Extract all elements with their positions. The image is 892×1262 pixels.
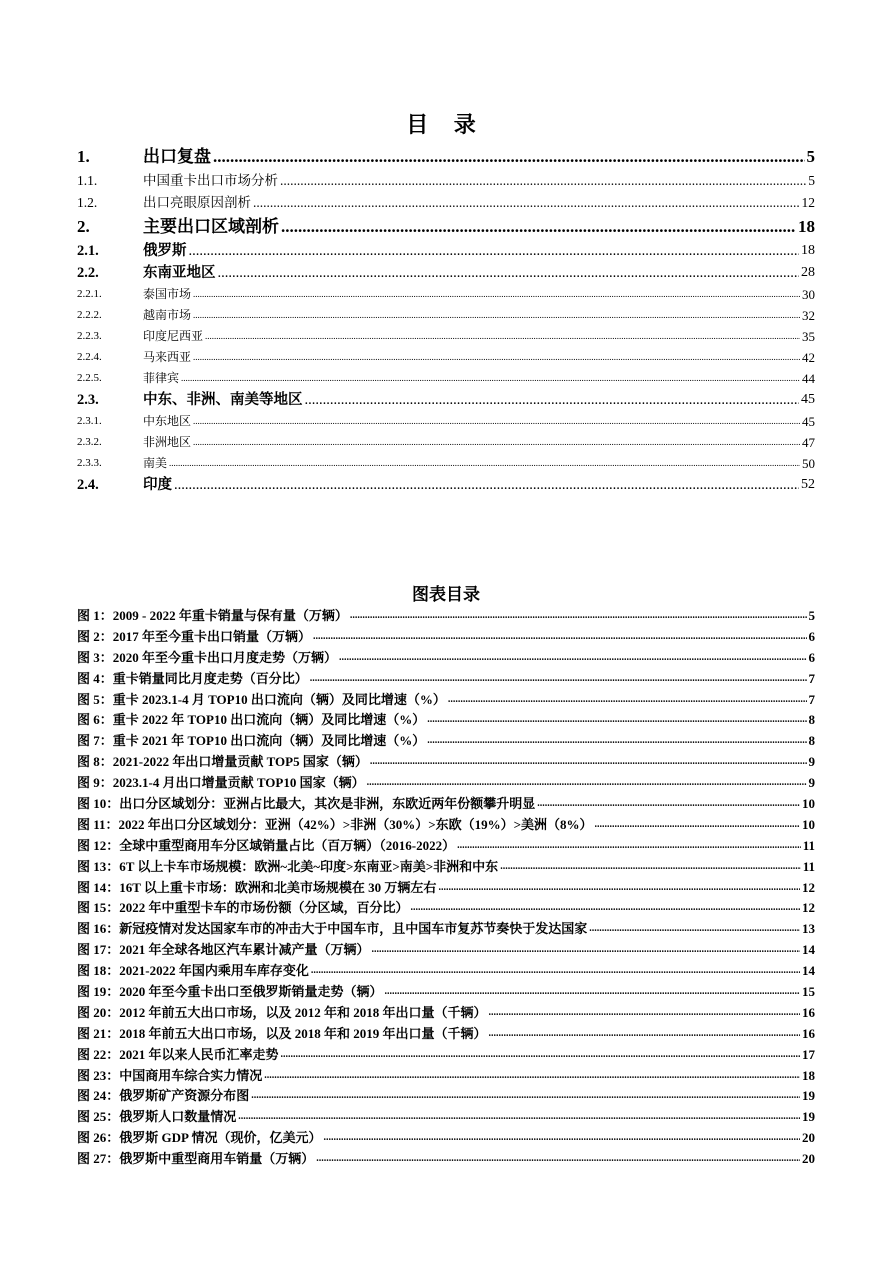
toc-entry[interactable] [77, 368, 815, 389]
figure-entry[interactable] [77, 627, 815, 648]
figure-label: 图 18：2021-2022 年国内乘用车库存变化 [77, 963, 309, 979]
table-of-contents [77, 144, 815, 496]
toc-page-number: 28 [801, 265, 815, 280]
toc-number: 2.3.1. [77, 415, 102, 427]
toc-title: 越南市场 [143, 308, 192, 322]
figure-leader-dots [310, 669, 807, 690]
figure-entry[interactable] [77, 690, 815, 711]
figure-label: 图 22：2021 年以来人民币汇率走势 [77, 1046, 279, 1062]
figure-page-number: 18 [802, 1067, 815, 1083]
figure-label: 图 17：2021 年全球各地区汽车累计减产量（万辆） [77, 942, 370, 958]
figure-entry[interactable] [77, 752, 815, 773]
figure-entry[interactable] [77, 606, 815, 627]
toc-entry[interactable] [77, 326, 815, 347]
toc-page-number: 45 [801, 392, 815, 407]
toc-leader-dots [193, 411, 800, 432]
toc-entry[interactable] [77, 284, 815, 305]
figure-entry[interactable] [77, 1128, 815, 1149]
toc-number: 1.2. [77, 195, 98, 210]
toc-leader-dots [189, 240, 800, 262]
figure-page-number: 5 [808, 607, 815, 623]
toc-number: 2.3.3. [77, 457, 102, 469]
toc-entry[interactable] [77, 453, 815, 474]
toc-title: 马来西亚 [143, 350, 192, 364]
figure-label: 图 5：重卡 2023.1-4 月 TOP10 出口流向（辆）及同比增速（%） [77, 691, 446, 707]
figure-leader-dots [489, 1003, 800, 1024]
figure-leader-dots [311, 961, 800, 982]
figure-page-number: 11 [802, 837, 815, 853]
figure-leader-dots [385, 982, 800, 1003]
figure-leader-dots [316, 1149, 800, 1170]
toc-leader-dots [280, 170, 806, 192]
figure-leader-dots [500, 857, 801, 878]
figure-page-number: 9 [808, 754, 815, 770]
figure-label: 图 26：俄罗斯 GDP 情况（现价，亿美元） [77, 1130, 322, 1146]
toc-leader-dots [193, 305, 800, 326]
figure-leader-dots [537, 794, 800, 815]
figure-page-number: 10 [802, 796, 815, 811]
figure-label: 图 16：新冠疫情对发达国家车市的冲击大于中国车市，且中国车市复苏节奏快于发达国家 [77, 921, 588, 937]
toc-entry[interactable] [77, 474, 815, 496]
toc-title: 中国重卡出口市场分析 [143, 173, 278, 188]
figure-page-number: 8 [808, 712, 815, 728]
toc-page-number: 18 [801, 243, 815, 258]
toc-leader-dots [181, 368, 800, 389]
figure-page-number: 15 [802, 984, 815, 1000]
toc-number: 2.2.4. [77, 351, 102, 363]
figure-leader-dots [427, 710, 806, 731]
toc-title: 主要出口区域剖析 [143, 217, 279, 236]
figure-leader-dots [350, 606, 807, 627]
figure-leader-dots [251, 1086, 800, 1107]
figure-label: 图 15：2022 年中重型卡车的市场份额（分区域，百分比） [77, 900, 409, 916]
figure-leader-dots [238, 1107, 800, 1128]
toc-title: 出口复盘 [143, 147, 211, 166]
figure-label: 图 23：中国商用车综合实力情况 [77, 1067, 263, 1083]
toc-title: 东南亚地区 [143, 265, 216, 281]
figure-page-number: 20 [802, 1151, 815, 1167]
toc-leader-dots [305, 389, 800, 411]
figure-page-number: 14 [802, 942, 815, 958]
toc-leader-dots [169, 453, 800, 474]
toc-title: 印度 [143, 477, 172, 493]
figure-leader-dots [367, 773, 807, 794]
figure-label: 图 10：出口分区域划分：亚洲占比最大，其次是非洲，东欧近两年份额攀升明显 [77, 796, 536, 811]
figure-page-number: 12 [802, 900, 815, 916]
figure-page-number: 16 [802, 1025, 815, 1041]
toc-number: 2.3.2. [77, 436, 102, 448]
toc-title: 印度尼西亚 [143, 329, 204, 343]
toc-number: 1.1. [77, 173, 98, 188]
figure-leader-dots [339, 648, 806, 669]
figure-label: 图 1：2009 - 2022 年重卡销量与保有量（万辆） [77, 607, 348, 623]
figure-page-number: 6 [808, 628, 815, 644]
toc-title: 泰国市场 [143, 287, 192, 301]
figure-label: 图 9：2023.1-4 月出口增量贡献 TOP10 国家（辆） [77, 775, 365, 791]
toc-page-number: 5 [806, 147, 815, 166]
figure-label: 图 7：重卡 2021 年 TOP10 出口流向（辆）及同比增速（%） [77, 733, 426, 749]
figure-entry[interactable] [77, 857, 815, 878]
toc-page-number: 32 [802, 308, 815, 323]
figure-label: 图 12：全球中重型商用车分区域销量占比（百万辆）（2016-2022） [77, 837, 456, 853]
figure-leader-dots [489, 1024, 800, 1045]
figure-page-number: 7 [808, 691, 815, 707]
figure-leader-dots [448, 690, 807, 711]
figure-label: 图 27：俄罗斯中重型商用车销量（万辆） [77, 1151, 315, 1167]
toc-leader-dots [213, 144, 805, 170]
figures-title: 图表目录 [412, 585, 480, 604]
figure-entry[interactable] [77, 961, 815, 982]
figure-label: 图 20：2012 年前五大出口市场，以及 2012 年和 2018 年出口量（千辆） [77, 1004, 487, 1020]
toc-title: 菲律宾 [143, 371, 180, 385]
toc-title: 中东地区 [143, 414, 192, 428]
toc-entry[interactable] [77, 432, 815, 453]
figure-leader-dots [323, 1128, 800, 1149]
toc-page-number: 45 [802, 414, 815, 429]
figure-page-number: 7 [808, 670, 815, 686]
figure-label: 图 19：2020 年至今重卡出口至俄罗斯销量走势（辆） [77, 984, 383, 1000]
toc-entry[interactable] [77, 411, 815, 432]
toc-number: 2.2.1. [77, 288, 102, 300]
figure-page-number: 19 [802, 1088, 815, 1104]
figure-entry[interactable] [77, 1045, 815, 1066]
toc-page-number: 52 [801, 477, 815, 492]
toc-title: 俄罗斯 [143, 243, 187, 259]
figure-leader-dots [372, 940, 800, 961]
figure-entry[interactable] [77, 898, 815, 919]
figure-leader-dots [281, 1045, 800, 1066]
figure-page-number: 9 [808, 775, 815, 791]
figure-entry[interactable] [77, 836, 815, 857]
figure-entry[interactable] [77, 1149, 815, 1170]
figure-page-number: 12 [802, 879, 815, 895]
figure-leader-dots [457, 836, 801, 857]
figure-entry[interactable] [77, 940, 815, 961]
toc-entry[interactable] [77, 144, 815, 170]
figure-entry[interactable] [77, 648, 815, 669]
toc-title: 非洲地区 [143, 435, 192, 449]
figure-label: 图 2：2017 年至今重卡出口销量（万辆） [77, 628, 312, 644]
toc-number: 2.4. [77, 477, 99, 493]
figure-label: 图 8：2021-2022 年出口增量贡献 TOP5 国家（辆） [77, 754, 368, 770]
toc-entry[interactable] [77, 305, 815, 326]
toc-number: 2.2. [77, 265, 99, 281]
figure-leader-dots [595, 815, 800, 836]
toc-page-number: 30 [802, 287, 815, 302]
toc-page-number: 44 [802, 371, 815, 386]
toc-leader-dots [281, 214, 796, 240]
figure-leader-dots [438, 878, 800, 899]
toc-entry[interactable] [77, 214, 815, 240]
figure-label: 图 3：2020 年至今重卡出口月度走势（万辆） [77, 649, 338, 665]
figure-label: 图 6：重卡 2022 年 TOP10 出口流向（辆）及同比增速（%） [77, 712, 426, 728]
toc-leader-dots [174, 474, 799, 496]
figure-page-number: 16 [802, 1004, 815, 1020]
figure-page-number: 8 [808, 733, 815, 749]
toc-page-number: 50 [802, 456, 815, 471]
figure-label: 图 13：6T 以上卡车市场规模：欧洲~北美~印度>东南亚>南美>非洲和中东 [77, 858, 499, 874]
figure-entry[interactable] [77, 669, 815, 690]
figure-page-number: 13 [802, 921, 815, 937]
figure-page-number: 6 [808, 649, 815, 665]
figure-label: 图 14：16T 以上重卡市场：欧洲和北美市场规模在 30 万辆左右 [77, 879, 437, 895]
toc-entry[interactable] [77, 240, 815, 262]
page-title: 目 录 [406, 112, 486, 137]
figure-entry[interactable] [77, 919, 815, 940]
figure-entry[interactable] [77, 710, 815, 731]
figure-entry[interactable] [77, 1003, 815, 1024]
toc-number: 2. [77, 217, 90, 236]
toc-number: 2.2.2. [77, 309, 102, 321]
list-of-figures [77, 606, 815, 1170]
toc-number: 1. [77, 147, 90, 166]
toc-entry[interactable] [77, 262, 815, 284]
toc-leader-dots [193, 347, 800, 368]
figure-leader-dots [589, 919, 800, 940]
toc-page-number: 18 [798, 217, 815, 236]
figure-leader-dots [411, 898, 800, 919]
figure-label: 图 21：2018 年前五大出口市场，以及 2018 年和 2019 年出口量（千辆） [77, 1025, 487, 1041]
toc-title: 出口亮眼原因剖析 [143, 195, 251, 210]
figure-label: 图 25：俄罗斯人口数量情况 [77, 1109, 237, 1125]
figure-page-number: 11 [802, 858, 815, 874]
toc-page-number: 42 [802, 350, 815, 365]
figure-leader-dots [313, 627, 806, 648]
toc-entry[interactable] [77, 347, 815, 368]
toc-page-number: 35 [802, 329, 815, 344]
toc-title: 南美 [143, 456, 168, 470]
figure-label: 图 11：2022 年出口分区域划分：亚洲（42%）>非洲（30%）>东欧（19%）>美洲（8%） [77, 816, 593, 832]
toc-number: 2.3. [77, 392, 99, 408]
toc-leader-dots [253, 192, 800, 214]
figure-entry[interactable] [77, 1024, 815, 1045]
figure-page-number: 17 [802, 1046, 815, 1062]
figure-entry[interactable] [77, 773, 815, 794]
figure-entry[interactable] [77, 731, 815, 752]
toc-entry[interactable] [77, 170, 815, 192]
figure-entry[interactable] [77, 815, 815, 836]
toc-number: 2.2.5. [77, 372, 102, 384]
toc-entry[interactable] [77, 389, 815, 411]
figure-entry[interactable] [77, 1107, 815, 1128]
toc-entry[interactable] [77, 192, 815, 214]
toc-leader-dots [193, 284, 800, 305]
toc-leader-dots [193, 432, 800, 453]
toc-number: 2.1. [77, 243, 99, 259]
figure-leader-dots [427, 731, 806, 752]
toc-page-number: 5 [808, 173, 815, 188]
figure-page-number: 14 [802, 963, 815, 979]
toc-leader-dots [205, 326, 800, 347]
toc-title: 中东、非洲、南美等地区 [143, 392, 303, 408]
figure-label: 图 24：俄罗斯矿产资源分布图 [77, 1088, 250, 1104]
figure-entry[interactable] [77, 982, 815, 1003]
figure-page-number: 20 [802, 1130, 815, 1146]
figure-entry[interactable] [77, 878, 815, 899]
figure-leader-dots [264, 1066, 800, 1087]
figure-page-number: 19 [802, 1109, 815, 1125]
figure-entry[interactable] [77, 1086, 815, 1107]
toc-leader-dots [218, 262, 800, 284]
figure-leader-dots [370, 752, 807, 773]
toc-page-number: 47 [802, 435, 815, 450]
figure-label: 图 4：重卡销量同比月度走势（百分比） [77, 670, 308, 686]
figure-entry[interactable] [77, 794, 815, 815]
toc-page-number: 12 [801, 195, 815, 210]
figure-entry[interactable] [77, 1066, 815, 1087]
figure-page-number: 10 [802, 816, 815, 832]
toc-number: 2.2.3. [77, 330, 102, 342]
